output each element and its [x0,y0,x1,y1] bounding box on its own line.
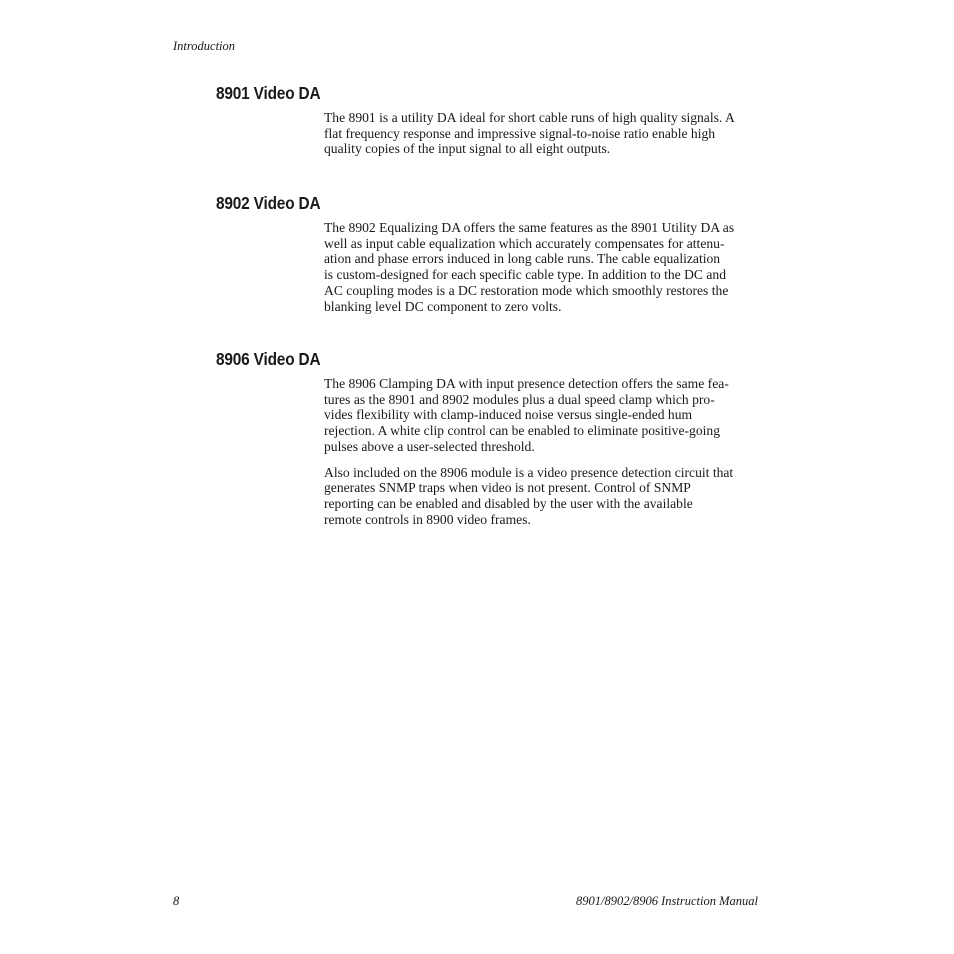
body-paragraph [324,220,761,314]
text-line: The 8901 is a utility DA ideal for short cable runs of high quality signals. A [324,110,735,125]
page-number: 8 [173,894,180,908]
body-paragraph [324,110,761,157]
section-8906 [216,348,761,537]
text-line: The 8902 Equalizing DA offers the same features as the 8901 Utility DA as [324,220,735,235]
text-line: remote controls in 8900 video frames. [324,511,531,527]
text-line: rejection. A white clip control can be enabled to eliminate positive-going [324,423,720,439]
text-line: Also included on the 8906 module is a video presence detection circuit that [324,464,734,480]
section-heading: 8906 Video DA [216,349,321,369]
manual-title: 8901/8902/8906 Instruction Manual [576,894,758,908]
text-line: quality copies of the input signal to all eight outputs. [324,141,611,157]
body-paragraph [324,465,761,528]
text-line: blanking level DC component to zero volts. [324,298,562,314]
running-head: Introduction [173,39,236,53]
text-line: tures as the 8901 and 8902 modules plus a dual speed clamp which pro- [324,391,715,407]
text-line: ation and phase errors induced in long cable runs. The cable equalization [324,251,721,267]
text-line: vides flexibility with clamp-induced noise versus single-ended hum [324,407,693,423]
text-line: generates SNMP traps when video is not present. Control of SNMP [324,480,691,496]
section-8901 [216,82,761,167]
text-line: flat frequency response and impressive signal-to-noise ratio enable high [324,125,716,141]
section-heading: 8901 Video DA [216,83,321,103]
text-line: AC coupling modes is a DC restoration mode which smoothly restores the [324,282,729,298]
section-heading: 8902 Video DA [216,193,321,213]
section-8902 [216,192,761,324]
text-line: The 8906 Clamping DA with input presence detection offers the same fea- [324,376,729,391]
text-line: is custom-designed for each specific cable type. In addition to the DC and [324,267,727,283]
text-line: reporting can be enabled and disabled by the user with the available [324,495,693,511]
text-line: pulses above a user-selected threshold. [324,438,535,454]
text-line: well as input cable equalization which accurately compensates for attenu- [324,235,725,251]
body-paragraph [324,376,761,455]
